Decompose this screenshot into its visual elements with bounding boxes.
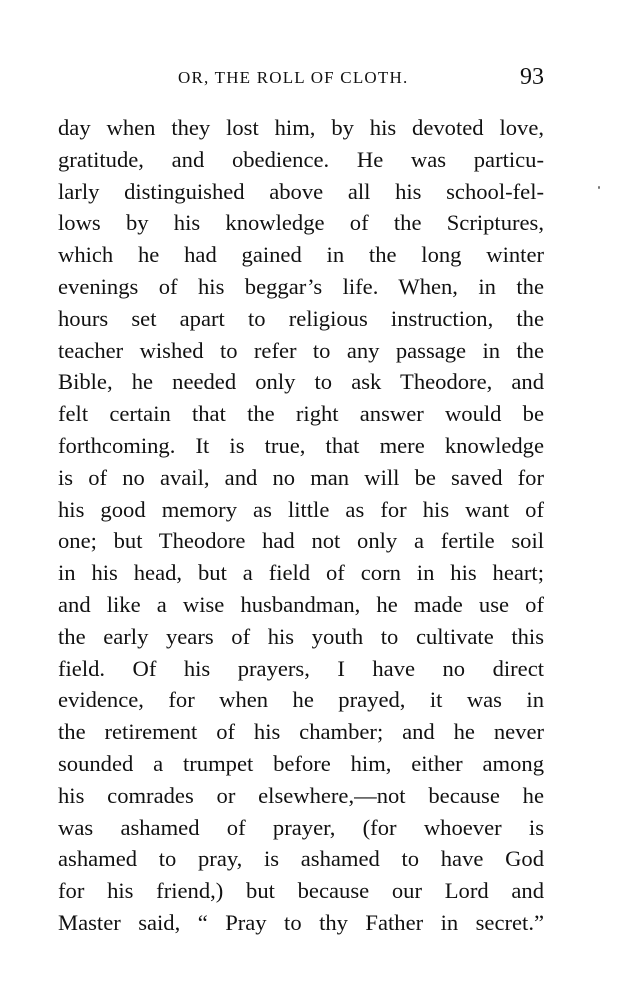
text-line: the retirement of his chamber; and he never	[58, 719, 544, 745]
text-line: teacher wished to refer to any passage in the	[58, 337, 544, 363]
text-line: his comrades or elsewhere,—not because he	[58, 782, 544, 808]
running-title: OR, THE ROLL OF CLOTH.	[178, 68, 409, 87]
body-text	[58, 112, 544, 939]
text-line: was ashamed of prayer, (for whoever is	[58, 814, 544, 840]
text-line: the early years of his youth to cultivate this	[58, 623, 544, 649]
text-line: day when they lost him, by his devoted love,	[58, 115, 544, 140]
text-line: gratitude, and obedience. He was particu-	[58, 146, 544, 172]
text-line: hours set apart to religious instruction, the	[58, 305, 544, 331]
text-line: Master said, “ Pray to thy Father in secret.”	[58, 909, 544, 935]
text-line: in his head, but a field of corn in his heart;	[58, 560, 544, 586]
running-head	[58, 64, 544, 94]
text-line: Bible, he needed only to ask Theodore, and	[58, 369, 544, 395]
text-line: forthcoming. It is true, that mere knowledge	[58, 432, 544, 458]
text-line: and like a wise husbandman, he made use of	[58, 591, 544, 617]
page-number: 93	[520, 64, 544, 90]
print-speck	[598, 186, 600, 189]
text-line: ashamed to pray, is ashamed to have God	[58, 846, 544, 872]
text-line: lows by his knowledge of the Scriptures,	[58, 210, 544, 236]
text-line: larly distinguished above all his school-fel-	[58, 178, 544, 204]
text-line: is of no avail, and no man will be saved for	[58, 464, 544, 490]
text-line: evenings of his beggar’s life. When, in the	[58, 273, 544, 299]
text-line: for his friend,) but because our Lord and	[58, 878, 544, 904]
text-line: one; but Theodore had not only a fertile soil	[58, 528, 544, 554]
text-line: felt certain that the right answer would be	[58, 401, 544, 427]
text-line: field. Of his prayers, I have no direct	[58, 655, 544, 681]
text-line: sounded a trumpet before him, either among	[58, 750, 544, 776]
text-line: his good memory as little as for his want of	[58, 496, 544, 522]
text-line: which he had gained in the long winter	[58, 242, 544, 268]
text-line: evidence, for when he prayed, it was in	[58, 687, 544, 713]
